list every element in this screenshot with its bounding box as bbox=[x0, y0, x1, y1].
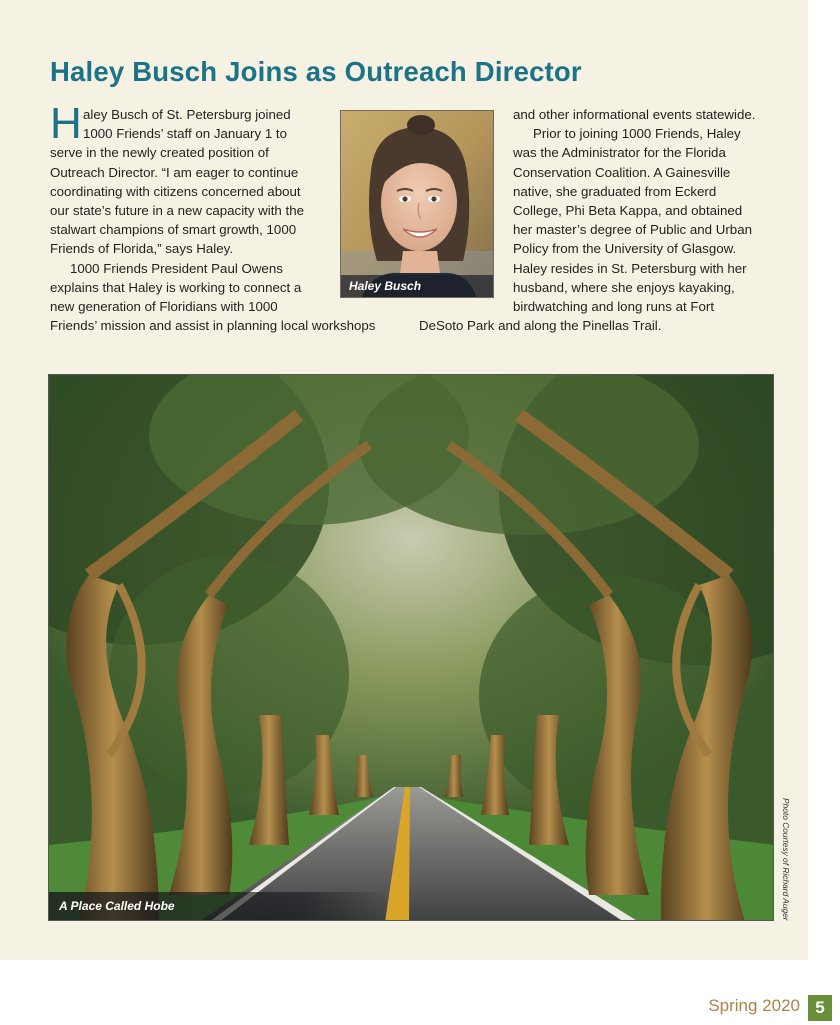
text-line: stalwart champions of smart growth, 1000 bbox=[50, 222, 297, 238]
text-line: birdwatching and long runs at Fort bbox=[513, 298, 715, 314]
portrait-caption: Haley Busch bbox=[341, 275, 494, 297]
article-title: Haley Busch Joins as Outreach Director bbox=[50, 56, 582, 87]
text-line: serve in the newly created position of bbox=[50, 145, 269, 161]
text-line: College, Phi Beta Kappa, and obtained bbox=[513, 202, 743, 218]
tree-tunnel-illustration bbox=[49, 375, 774, 921]
text-line: Haley resides in St. Petersburg with her bbox=[513, 260, 747, 276]
text-line: 1000 Friends’ staff on January 1 to bbox=[83, 126, 288, 142]
landscape-photo bbox=[48, 374, 774, 921]
column-1-text bbox=[50, 99, 376, 335]
text-line: her master’s degree of Public and Urban bbox=[513, 222, 752, 238]
text-line: aley Busch of St. Petersburg joined bbox=[83, 107, 291, 122]
text-line: our state’s future in a new capacity with the bbox=[50, 202, 305, 218]
page-number-badge: 5 bbox=[808, 995, 832, 1021]
text-line: and other informational events statewide. bbox=[513, 107, 756, 122]
portrait-illustration bbox=[341, 111, 494, 298]
portrait-photo bbox=[340, 110, 494, 298]
drop-cap: H bbox=[50, 99, 82, 148]
text-line: husband, where she enjoys kayaking, bbox=[513, 279, 735, 295]
text-line: explains that Haley is working to connect a bbox=[50, 279, 302, 295]
text-line: Outreach Director. “I am eager to continue bbox=[50, 164, 299, 180]
column-2-text bbox=[513, 105, 755, 316]
text-line: new generation of Floridians with 1000 bbox=[50, 298, 278, 314]
text-line: Prior to joining 1000 Friends, Haley bbox=[533, 126, 741, 142]
photo-caption: A Place Called Hobe bbox=[49, 892, 387, 920]
text-line: coordinating with citizens concerned about bbox=[50, 183, 301, 199]
text-line: Friends of Florida,” says Haley. bbox=[50, 241, 234, 257]
text-line: Conservation Coalition. A Gainesville bbox=[513, 164, 731, 180]
text-line: was the Administrator for the Florida bbox=[513, 145, 726, 161]
footer-issue-label: Spring 2020 bbox=[708, 996, 800, 1015]
text-line: Policy from the University of Glasgow. bbox=[513, 241, 737, 257]
photo-credit: Photo Courtesy of Richard Auger bbox=[781, 798, 791, 921]
text-line: 1000 Friends President Paul Owens bbox=[70, 260, 283, 276]
text-line: native, she graduated from Eckerd bbox=[513, 183, 717, 199]
text-line: Friends’ mission and assist in planning local workshops bbox=[50, 318, 376, 334]
column-2-last-line: DeSoto Park and along the Pinellas Trail. bbox=[419, 318, 662, 333]
